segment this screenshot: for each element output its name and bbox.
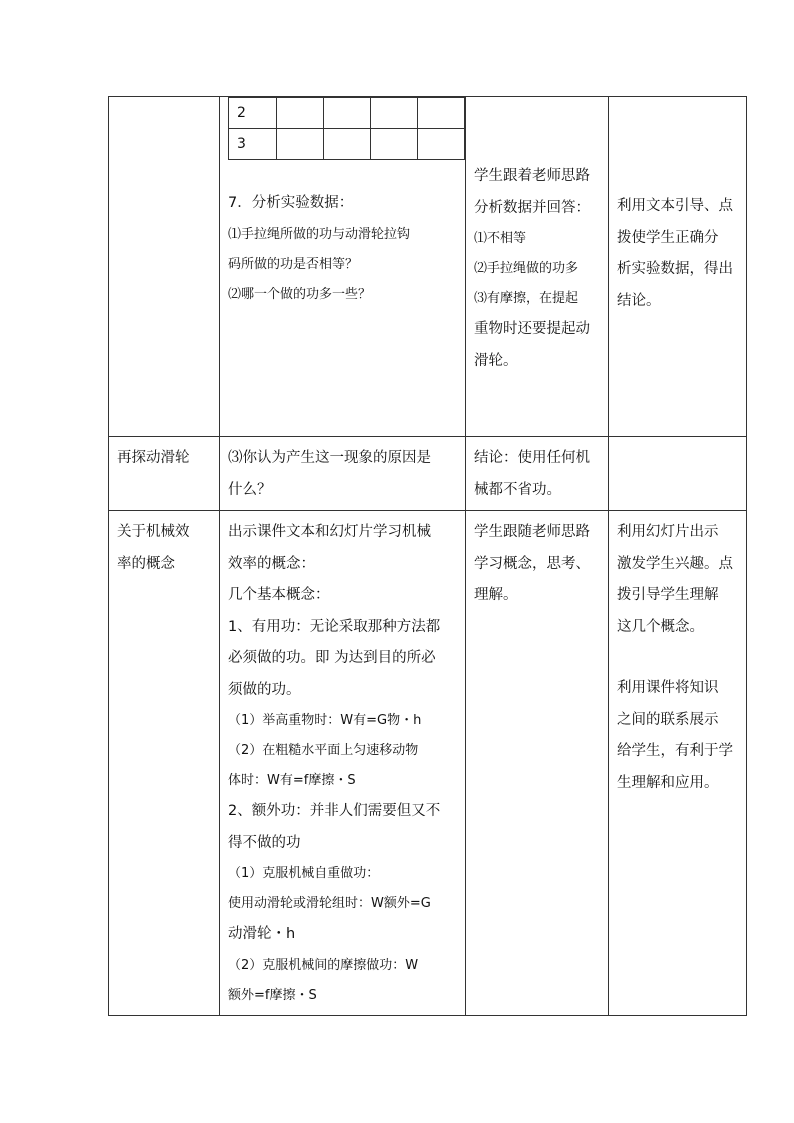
text-line: ⑶你认为产生这一现象的原因是 (228, 450, 431, 466)
table-cell (323, 98, 370, 129)
text-line: 学习概念，思考、 (474, 555, 590, 572)
text-line: 理解。 (474, 587, 518, 603)
text-line: 须做的功。 (228, 681, 301, 698)
text-line: 这几个概念。 (617, 618, 704, 635)
text-line: 什么？ (228, 481, 272, 498)
row3-intent-cell (609, 511, 747, 1016)
row2-stage-cell (109, 437, 220, 511)
text-line: （1）克服机械自重做功： (228, 866, 380, 881)
table-row (109, 97, 747, 437)
text-line: 利用课件将知识 (617, 680, 719, 696)
table-cell (370, 98, 417, 129)
text-line: 拨引导学生理解 (617, 587, 719, 603)
text-line: 结论。 (617, 292, 661, 309)
row1-intent-cell (609, 97, 747, 437)
table-row (109, 437, 747, 511)
text-line: 分析数据并回答： (474, 199, 590, 216)
table-row (229, 129, 465, 160)
table-cell (323, 129, 370, 160)
experiment-data-table (228, 97, 465, 160)
text-line: 出示课件文本和幻灯片学习机械 (228, 524, 431, 540)
paragraph-gap (617, 643, 740, 673)
stage-label: 再探动滑轮 (117, 450, 190, 466)
text-line: 效率的概念： (228, 555, 315, 572)
formula-line: 使用动滑轮或滑轮组时：W额外=G (228, 896, 431, 911)
text-line: 激发学生兴趣。点 (617, 555, 733, 572)
text-line: 码所做的功是否相等？ (228, 256, 359, 272)
row2-content-cell (220, 437, 466, 511)
row2-intent-cell (609, 437, 747, 511)
table-cell: 2 (229, 98, 277, 129)
text-line: 之间的联系展示 (617, 711, 719, 728)
text-line: （2）在粗糙水平面上匀速移动物 (228, 743, 419, 758)
step-heading: 7．分析实验数据： (228, 195, 354, 211)
row3-stage-cell (109, 511, 220, 1016)
text-line: 必须做的功。即 为达到目的所必 (228, 650, 436, 666)
lesson-plan-table (108, 96, 747, 1016)
text-line: 械都不省功。 (474, 481, 561, 498)
text-line: ⑶有摩擦，在提起 (474, 291, 579, 306)
row3-content-cell (220, 511, 466, 1016)
formula-line: （1）举高重物时：W有=G物・h (228, 713, 422, 728)
text-line: 滑轮。 (474, 352, 518, 369)
text-line: 利用幻灯片出示 (617, 524, 719, 540)
row1-student-cell (466, 97, 609, 437)
table-cell: 3 (229, 129, 277, 160)
table-cell (417, 129, 464, 160)
table-row (109, 511, 747, 1016)
formula-line: 体时：W有=f摩擦・S (228, 773, 356, 788)
row1-stage-cell (109, 97, 220, 437)
text-line: 几个基本概念： (228, 587, 330, 603)
text-line: 析实验数据，得出 (617, 261, 733, 277)
text-line: 重物时还要提起动 (474, 321, 590, 337)
formula-line: 动滑轮・h (228, 926, 296, 942)
row1-content-cell (220, 97, 466, 437)
table-cell (417, 98, 464, 129)
text-line: ⑵手拉绳做的功多 (474, 261, 579, 276)
text-line: 学生跟随老师思路 (474, 524, 590, 540)
text-line: ⑴手拉绳所做的功与动滑轮拉钩 (228, 226, 411, 242)
text-line: （2）克服机械间的摩擦做功：W (228, 957, 419, 973)
text-line: 2、额外功：并非人们需要但又不 (228, 803, 441, 819)
text-line: ⑴不相等 (474, 231, 527, 246)
table-cell (370, 129, 417, 160)
row3-student-cell (466, 511, 609, 1016)
table-cell (276, 98, 323, 129)
text-line: 学生跟着老师思路 (474, 168, 590, 184)
row2-student-cell (466, 437, 609, 511)
text-line: 结论：使用任何机 (474, 450, 590, 466)
stage-label: 关于机械效 (117, 524, 190, 540)
text-line: 拨使学生正确分 (617, 229, 719, 246)
stage-label: 率的概念 (117, 555, 175, 572)
table-row (229, 98, 465, 129)
text-line: 得不做的功 (228, 834, 301, 851)
formula-line: 额外=f摩擦・S (228, 987, 317, 1003)
text-line: 利用文本引导、点 (617, 198, 733, 214)
table-cell (276, 129, 323, 160)
text-line: 给学生，有利于学 (617, 743, 733, 759)
text-line: ⑵哪一个做的功多一些？ (228, 286, 372, 302)
text-line: 1、有用功：无论采取那种方法都 (228, 618, 441, 635)
text-line: 生理解和应用。 (617, 774, 719, 791)
